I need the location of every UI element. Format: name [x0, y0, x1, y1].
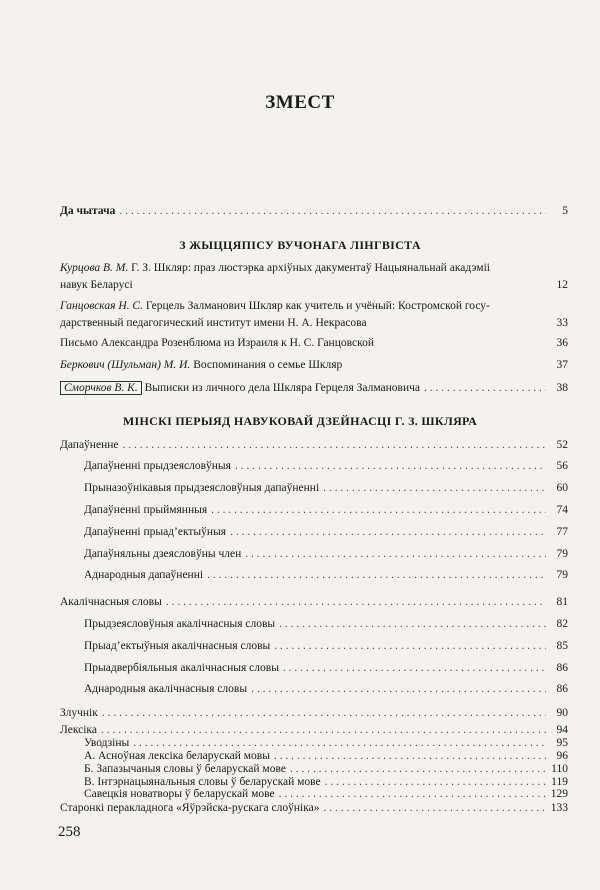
toc-page-number: 95 — [556, 736, 568, 749]
toc-entry-text: Воспоминания о семье Шкляр — [193, 359, 343, 371]
section-title-1: З ЖЫЦЦЯПІСУ ВУЧОНАГА ЛІНГВІСТА — [179, 238, 421, 252]
toc-page-number: 96 — [556, 749, 568, 762]
toc-entry[interactable] — [60, 380, 568, 397]
toc-page-number: 77 — [556, 526, 568, 538]
leader-dots — [323, 800, 546, 817]
toc-page-number: 133 — [550, 802, 568, 814]
toc-entry-text: Выписки из личного дела Шкляра Герцеля Залмановича — [144, 382, 421, 394]
toc-entry-text: Дапаўненне — [60, 439, 119, 451]
toc-page-number: 85 — [556, 640, 568, 652]
leader-dots — [166, 594, 546, 611]
toc-page-number: 5 — [562, 205, 568, 217]
toc-entry-text: Прыдзеясловўныя акалічнасныя словы — [84, 618, 276, 630]
section-title-2: МІНСКІ ПЕРЫЯД НАВУКОВАЙ ДЗЕЙНАСЦІ Г. З. ШКЛЯРА — [122, 414, 478, 428]
toc-page-number: 38 — [556, 382, 568, 394]
toc-entry[interactable] — [60, 298, 568, 332]
toc-entry-text: Старонкі перакладнога «Яўрэйска-рускага слоўніка» — [60, 802, 320, 814]
leader-dots — [323, 480, 546, 497]
toc-entry-text: В. Інтэрнацыянальныя словы ў беларускай мове — [84, 775, 321, 788]
toc-entry-text: Акалічнасныя словы — [60, 596, 162, 608]
toc-page-number: 79 — [556, 548, 568, 560]
toc-entry-text: Письмо Александра Розенблюма из Израиля к Н. С. Ганцовской — [60, 337, 374, 349]
toc-page-number: 60 — [556, 482, 568, 494]
toc-author-highlighted: Сморчков В. К. — [60, 381, 142, 395]
toc-page-number: 81 — [556, 596, 568, 608]
toc-entry-text: Герцель Залманович Шкляр как учитель и учёный: Костромской госу- — [145, 300, 490, 312]
toc-subentry[interactable] — [84, 480, 568, 497]
page-folio-number: 258 — [58, 824, 81, 840]
toc-page-number: 12 — [556, 279, 568, 291]
toc-page-number: 52 — [556, 439, 568, 451]
leader-dots — [251, 681, 546, 698]
toc-page-number: 33 — [556, 317, 568, 329]
leader-dots — [235, 458, 546, 475]
toc-entry-text: Прыад’ектыўныя акалічнасныя словы — [84, 640, 271, 652]
toc-subentry[interactable] — [84, 524, 568, 541]
toc-page-number: 86 — [556, 662, 568, 674]
toc-entry[interactable] — [60, 357, 568, 374]
leader-dots — [245, 546, 546, 563]
toc-entry[interactable] — [60, 800, 568, 817]
toc-page-number: 86 — [556, 683, 568, 695]
toc-entry-text: Аднародныя акалічнасныя словы — [84, 683, 248, 695]
toc-subentry[interactable] — [84, 567, 568, 584]
toc-entry-text: А. Асноўная лексіка беларускай мовы — [84, 749, 270, 762]
toc-entry-text: Да чытача — [60, 205, 116, 217]
toc-entry[interactable] — [60, 335, 568, 352]
toc-entry-text-cont: навук Беларусі — [60, 279, 133, 291]
toc-subentry[interactable] — [84, 660, 568, 677]
toc-page-number: 79 — [556, 569, 568, 581]
toc-subentry[interactable] — [84, 458, 568, 475]
toc-subentry[interactable] — [84, 616, 568, 633]
toc-page-number: 129 — [550, 788, 568, 801]
toc-subentry[interactable] — [84, 502, 568, 519]
toc-author: Курцова В. М. — [60, 262, 129, 274]
toc-entry-text: Савецкія новатворы ў беларускай мове — [84, 788, 275, 801]
toc-page-number: 82 — [556, 618, 568, 630]
leader-dots — [211, 502, 546, 519]
toc-subentry[interactable] — [84, 546, 568, 563]
toc-entry[interactable] — [60, 594, 568, 611]
toc-author: Ганцовская Н. С. — [60, 300, 143, 312]
toc-entry-text: Прыназоўнікавыя прыдзеясловўныя дапаўненні — [84, 482, 320, 494]
leader-dots — [122, 437, 546, 454]
leader-dots — [424, 380, 546, 397]
toc-entry-text: Дапаўненні прыймянныя — [84, 504, 208, 516]
toc-entry-text: Уводзіны — [84, 736, 130, 749]
toc-entry-text: Дапаўненні прыад’ектыўныя — [84, 526, 227, 538]
toc-author: Беркович (Шульман) М. И. — [60, 359, 191, 371]
toc-entry[interactable] — [60, 705, 568, 722]
toc-entry-text-cont: дарственный педагогический институт имени Н. А. Некрасова — [60, 317, 367, 329]
toc-page-number: 37 — [556, 359, 568, 371]
toc-entry-text: Лексіка — [60, 723, 97, 736]
toc-page-number: 56 — [556, 460, 568, 472]
toc-page-number: 110 — [551, 762, 568, 775]
leader-dots — [283, 660, 546, 677]
toc-entry-intro[interactable] — [60, 203, 568, 220]
toc-entry-text: Дапаўняльны дзеясловўны член — [84, 548, 242, 560]
toc-entry-text: Дапаўненні прыдзеясловўныя — [84, 460, 231, 472]
toc-page-number: 94 — [556, 723, 568, 736]
toc-entry-text: Г. З. Шкляр: праз люстэрка архіўных дакументаў Нацыянальнай акадэміі — [131, 262, 490, 274]
leader-dots — [279, 616, 546, 633]
page-title: ЗМЕСТ — [265, 92, 335, 113]
toc-entry-text: Злучнік — [60, 706, 98, 719]
toc-entry-text: Б. Запазычаныя словы ў беларускай мове — [84, 762, 286, 775]
leader-dots — [230, 524, 546, 541]
toc-page-number: 36 — [556, 337, 568, 349]
leader-dots — [119, 203, 546, 220]
toc-page-number: 74 — [556, 504, 568, 516]
leader-dots — [102, 705, 546, 722]
toc-page-number: 119 — [551, 775, 568, 788]
toc-subentry[interactable] — [84, 681, 568, 698]
toc-entry-text: Прыадвербіяльныя акалічнасныя словы — [84, 662, 279, 674]
toc-entry-text: Аднародныя дапаўненні — [84, 569, 204, 581]
toc-subentry[interactable] — [84, 638, 568, 655]
toc-entry[interactable] — [60, 437, 568, 454]
leader-dots — [274, 638, 546, 655]
toc-page-number: 90 — [556, 706, 568, 719]
leader-dots — [207, 567, 546, 584]
toc-entry[interactable] — [60, 260, 568, 294]
